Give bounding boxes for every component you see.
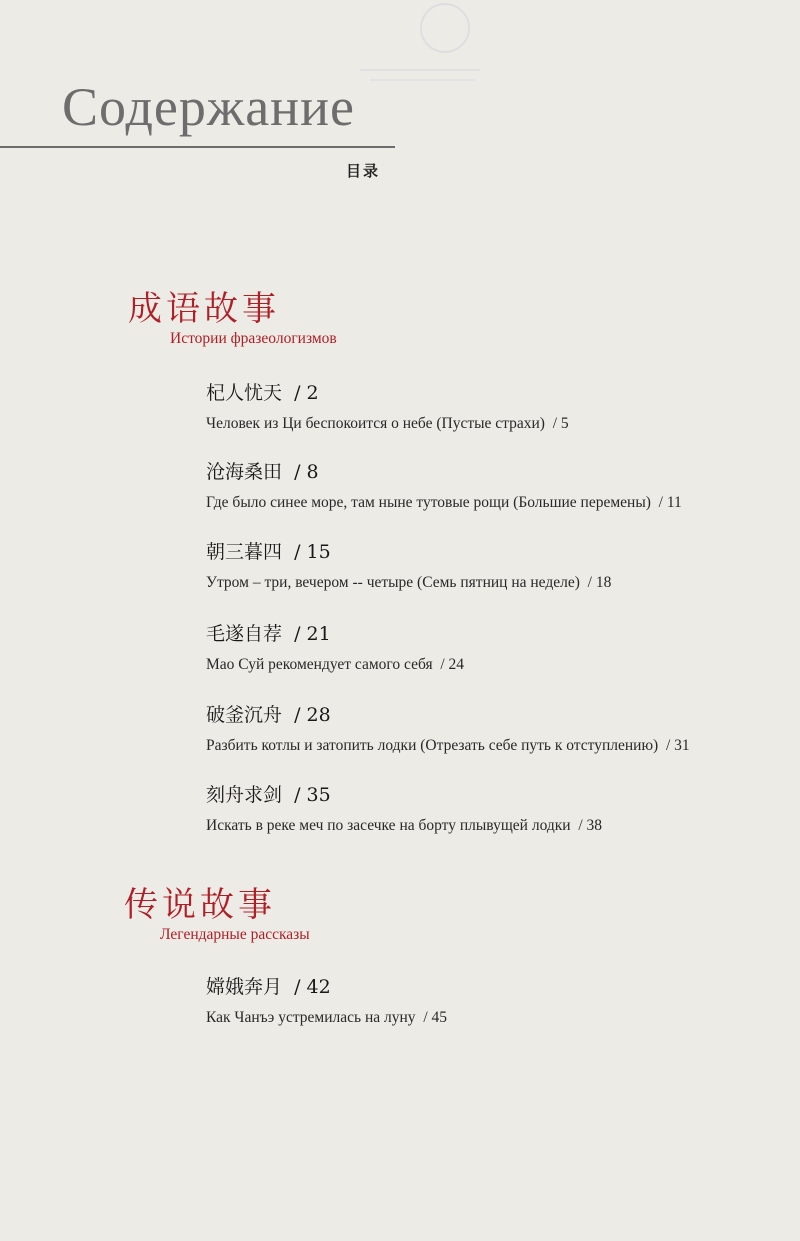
entry-page-zh: / 35 xyxy=(294,784,331,806)
entry-page-zh: / 42 xyxy=(294,976,331,998)
entry-page-zh: / 21 xyxy=(294,623,331,645)
toc-entry[interactable] xyxy=(206,384,569,433)
show-through-emblem xyxy=(360,0,480,95)
entry-page-ru: / 45 xyxy=(423,1009,447,1026)
entry-title-zh: 杞人忧天 xyxy=(206,382,283,404)
entry-title-ru: Мао Суй рекомендует самого себя xyxy=(206,656,433,673)
entry-title-ru: Разбить котлы и затопить лодки (Отрезать себе путь к отступлению) xyxy=(206,737,659,754)
toc-entry[interactable] xyxy=(206,786,602,835)
entry-page-ru: / 24 xyxy=(440,656,465,673)
toc-entry[interactable] xyxy=(206,978,447,1027)
toc-entry[interactable] xyxy=(206,543,611,592)
entry-title-ru: Как Чанъэ устремилась на луну xyxy=(206,1009,416,1026)
toc-entry[interactable] xyxy=(206,463,682,512)
entry-title-zh: 破釜沉舟 xyxy=(206,704,283,726)
page-title: Содержание xyxy=(62,77,355,137)
entry-page-ru: / 5 xyxy=(552,415,569,432)
section-title-ru: Истории фразеологизмов xyxy=(170,330,337,347)
entry-page-ru: / 31 xyxy=(665,737,690,754)
entry-title-zh: 毛遂自荐 xyxy=(206,623,283,645)
title-underline xyxy=(0,146,395,148)
entry-title-zh: 朝三暮四 xyxy=(206,541,283,563)
section-title-zh: 成语故事 xyxy=(128,289,280,329)
entry-title-zh: 刻舟求剑 xyxy=(206,784,283,806)
entry-page-zh: / 8 xyxy=(294,461,319,483)
entry-page-ru: / 11 xyxy=(658,494,682,511)
entry-page-zh: / 28 xyxy=(294,704,331,726)
entry-title-ru: Человек из Ци беспокоится о небе (Пустые страхи) xyxy=(206,415,545,432)
section-title-zh: 传说故事 xyxy=(124,885,276,925)
entry-page-ru: / 38 xyxy=(578,817,603,834)
entry-title-ru: Искать в реке меч по засечке на борту плывущей лодки xyxy=(206,817,571,834)
entry-title-zh: 沧海桑田 xyxy=(206,461,283,483)
toc-entry[interactable] xyxy=(206,625,464,674)
entry-title-ru: Утром – три, вечером -- четыре (Семь пятниц на неделе) xyxy=(206,574,580,591)
entry-title-ru: Где было синее море, там ныне тутовые рощи (Большие перемены) xyxy=(206,494,651,511)
entry-page-ru: / 18 xyxy=(587,574,612,591)
entry-title-zh: 嫦娥奔月 xyxy=(206,976,283,998)
section-title-ru: Легендарные рассказы xyxy=(160,926,310,943)
entry-page-zh: / 2 xyxy=(294,382,319,404)
page-subtitle: 目录 xyxy=(346,162,381,180)
entry-page-zh: / 15 xyxy=(294,541,331,563)
toc-entry[interactable] xyxy=(206,706,690,755)
